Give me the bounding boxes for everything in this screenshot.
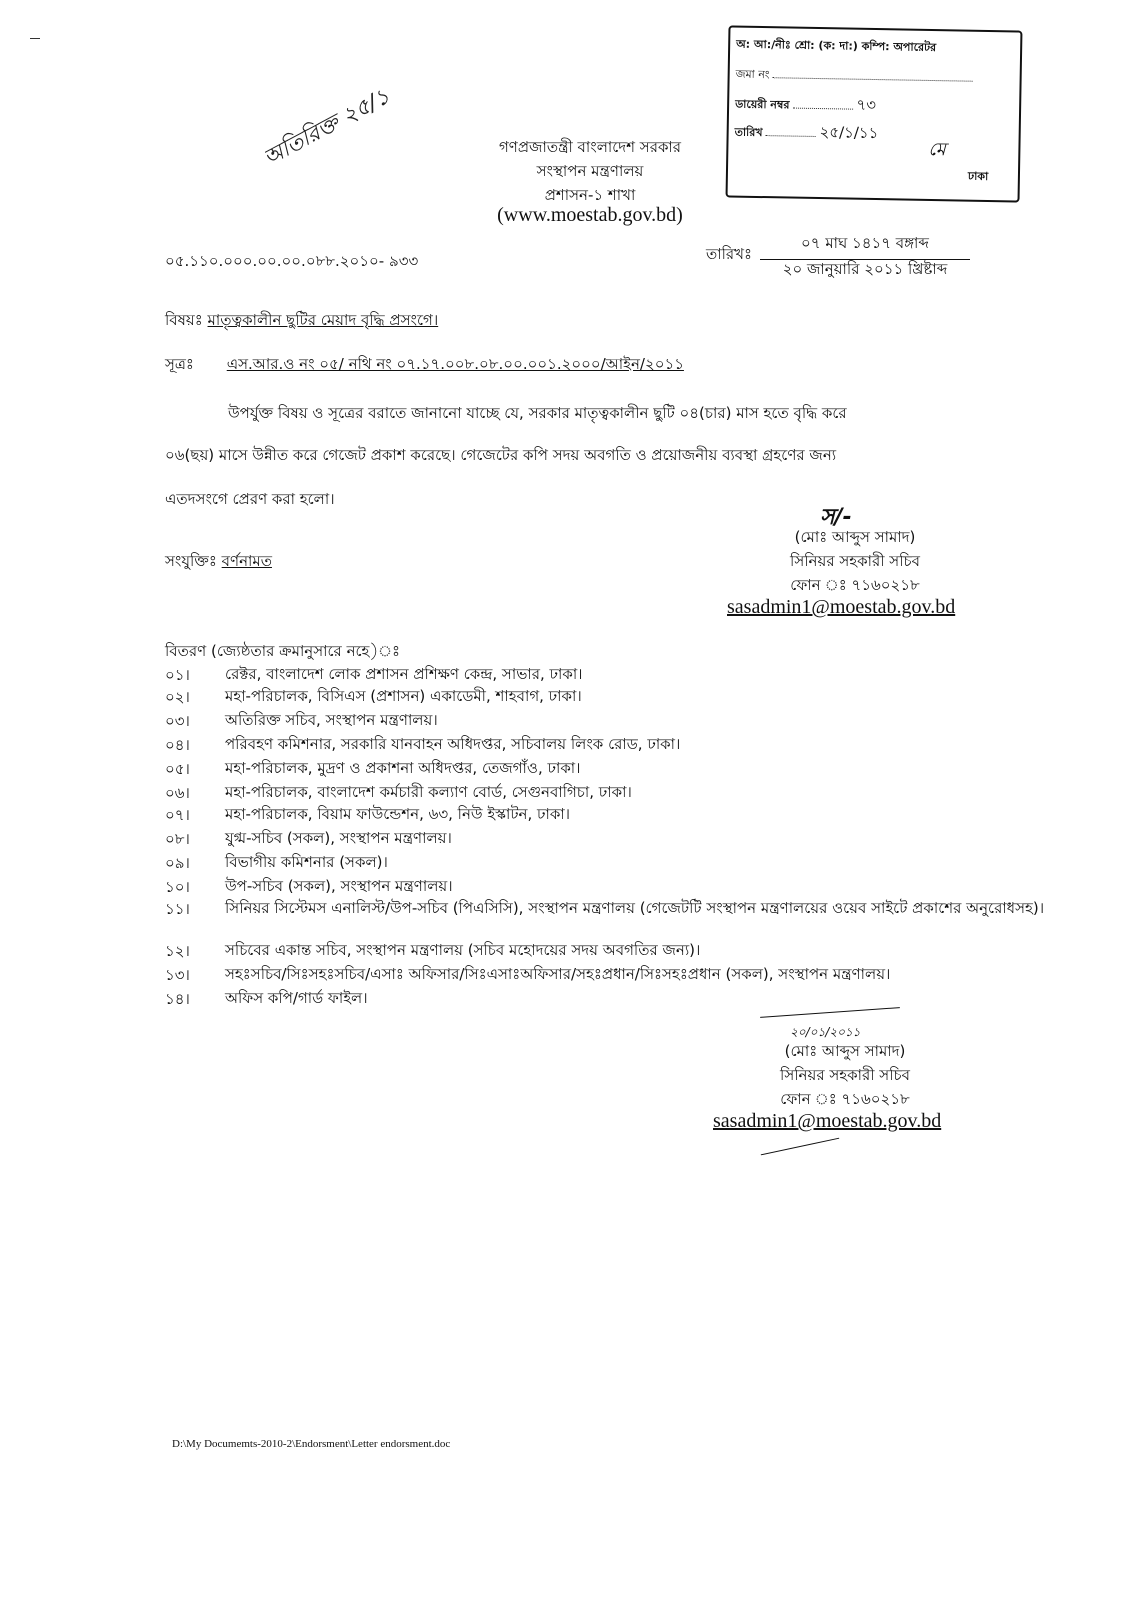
distribution-item-number: ০৫। xyxy=(165,760,190,778)
stamp-place: ঢাকা xyxy=(967,169,989,184)
body-line3: এতদসংগে প্রেরণ করা হলো। xyxy=(165,490,335,508)
header-website: (www.moestab.gov.bd) xyxy=(497,204,683,226)
distribution-item-number: ০৮। xyxy=(165,830,190,848)
signature2-date-mark: ২০/০১/২০১১ xyxy=(790,1025,861,1039)
distribution-item-number: ০২। xyxy=(165,688,190,706)
distribution-item-text: সচিবের একান্ত সচিব, সংস্থাপন মন্ত্রণালয় (সচিব মহোদয়ের সদয় অবগতির জন্য)। xyxy=(225,941,701,959)
stamp-line4-dots xyxy=(766,135,816,137)
distribution-item-text: যুগ্ম-সচিব (সকল), সংস্থাপন মন্ত্রণালয়। xyxy=(225,829,452,847)
signature1-email[interactable]: sasadmin1@moestab.gov.bd xyxy=(727,596,956,618)
subject-line xyxy=(165,309,438,334)
body-line1: উপর্যুক্ত বিষয় ও সূত্রের বরাতে জানানো যাচ্ছে যে, সরকার মাতৃত্বকালীন ছুটি ০৪(চার) মাস হতে বৃদ্ধি করে xyxy=(228,404,847,422)
distribution-item-number: ০৭। xyxy=(165,806,190,824)
attachment-line xyxy=(165,550,272,575)
distribution-item-text: অফিস কপি/গার্ড ফাইল। xyxy=(225,989,368,1007)
signature1-mark: স/- xyxy=(820,505,852,530)
distribution-item-text: অতিরিক্ত সচিব, সংস্থাপন মন্ত্রণালয়। xyxy=(225,711,438,729)
date-bangla: ০৭ মাঘ ১৪১৭ বঙ্গাব্দ xyxy=(760,232,970,260)
subject-text: মাতৃত্বকালীন ছুটির মেয়াদ বৃদ্ধি প্রসংগে। xyxy=(207,311,439,329)
stamp-diary-number: ৭৩ xyxy=(856,95,877,115)
distribution-item-text: মহা-পরিচালক, বিসিএস (প্রশাসন) একাডেমী, শাহবাগ, ঢাকা। xyxy=(225,687,582,705)
distribution-item-text: সহঃসচিব/সিঃসহঃসচিব/এসাঃ অফিসার/সিঃএসাঃঅফিসার/সহঃপ্রধান/সিঃসহঃপ্রধান (সকল), সংস্থাপন মন্ত্রণালয়। xyxy=(225,965,891,983)
signature2-email[interactable]: sasadmin1@moestab.gov.bd xyxy=(713,1110,942,1132)
signature2-designation: সিনিয়র সহকারী সচিব xyxy=(780,1066,910,1084)
distribution-item-number: ০১। xyxy=(165,666,190,684)
stamp-line2-dots xyxy=(773,77,973,81)
header-govt: গণপ্রজাতন্ত্রী বাংলাদেশ সরকার xyxy=(498,138,682,156)
distribution-item-number: ০৪। xyxy=(165,736,190,754)
header-ministry: সংস্থাপন মন্ত্রণালয় xyxy=(536,162,644,180)
signature2-name: (মোঃ আব্দুস সামাদ) xyxy=(784,1042,906,1060)
stamp-line4-label: তারিখ xyxy=(734,125,763,140)
distribution-item-text: উপ-সচিব (সকল), সংস্থাপন মন্ত্রণালয়। xyxy=(225,877,453,895)
stamp-date-value: ২৫/১/১১ xyxy=(819,123,879,143)
signature1-designation: সিনিয়র সহকারী সচিব xyxy=(790,552,920,570)
handwritten-note xyxy=(257,80,397,178)
signature2-phone: ফোন ঃ ৭১৬০২১৮ xyxy=(780,1090,910,1108)
distribution-item-text: মহা-পরিচালক, বাংলাদেশ কর্মচারী কল্যাণ বোর্ড, সেগুনবাগিচা, ঢাকা। xyxy=(225,783,632,801)
stamp-line1: অ: আ:/নীঃ শ্রো: (ক: দা:) কম্পি: অপারেটর xyxy=(736,37,937,55)
stamp-initial: মে xyxy=(928,138,946,161)
memo-number: ০৫.১১০.০০০.০০.০০.০৮৮.২০১০- ৯৩৩ xyxy=(165,252,419,270)
distribution-item-number: ১৩। xyxy=(165,966,190,984)
reference-text: এস.আর.ও নং ০৫/ নথি নং ০৭.১৭.০০৮.০৮.০০.০০১.২০০০/আইন/২০১১ xyxy=(226,355,684,373)
distribution-item-number: ০৯। xyxy=(165,854,190,872)
reference-line xyxy=(165,353,684,378)
date-english: ২০ জানুয়ারি ২০১১ খ্রিষ্টাব্দ xyxy=(782,260,948,278)
distribution-item-text: বিভাগীয় কমিশনার (সকল)। xyxy=(225,853,388,871)
signature2-underline xyxy=(761,1138,839,1156)
body-line2: ০৬(ছয়) মাসে উন্নীত করে গেজেট প্রকাশ করেছে। গেজেটের কপি সদয় অবগতি ও প্রয়োজনীয় ব্যবস্থা গ্রহণের জন্য xyxy=(165,446,837,464)
distribution-item-text: রেক্টর, বাংলাদেশ লোক প্রশাসন প্রশিক্ষণ কেন্দ্র, সাভার, ঢাকা। xyxy=(225,665,583,683)
stamp-line3 xyxy=(735,92,876,119)
stamp-line3-dots xyxy=(793,108,853,110)
subject-label: বিষয়ঃ xyxy=(165,311,203,329)
date-label: তারিখঃ xyxy=(706,245,752,263)
signature1-name: (মোঃ আব্দুস সামাদ) xyxy=(794,528,916,546)
header-section: প্রশাসন-১ শাখা xyxy=(544,186,636,204)
distribution-item-text: পরিবহণ কমিশনার, সরকারি যানবাহন অধিদপ্তর, সচিবালয় লিংক রোড, ঢাকা। xyxy=(225,735,681,753)
distribution-list xyxy=(165,664,1065,1024)
page-mark xyxy=(30,38,40,39)
attachment-label: সংযুক্তিঃ xyxy=(165,552,217,570)
distribution-item-number: ১৪। xyxy=(165,990,190,1008)
distribution-item-text: মহা-পরিচালক, বিয়াম ফাউন্ডেশন, ৬৩, নিউ ইস্কাটন, ঢাকা। xyxy=(225,805,571,823)
stamp-line2 xyxy=(735,66,973,89)
stamp-line2-label: জমা নং xyxy=(735,67,770,82)
distribution-item-number: ১০। xyxy=(165,878,190,896)
reference-label: সূত্রঃ xyxy=(165,355,194,373)
handwritten-note-text: অতিরিক্ত ২৫/১ xyxy=(259,83,395,172)
distribution-item-text: সিনিয়র সিস্টেমস এনালিস্ট/উপ-সচিব (পিএসিসি), সংস্থাপন মন্ত্রণালয় (গেজেটটি সংস্থাপন মন্ত্রণালয়ের ওয়েব সাইটে প্রকাশের অনুরোধসহ)। xyxy=(225,899,1045,917)
footer-file-path: D:\My Documemts-2010-2\Endorsment\Letter endorsment.doc xyxy=(172,1438,451,1450)
distribution-item-number: ১২। xyxy=(165,942,190,960)
attachment-text: বর্ণনামত xyxy=(221,552,272,570)
receipt-stamp xyxy=(726,25,1023,202)
distribution-item-number: ০৩। xyxy=(165,712,190,730)
stamp-line4 xyxy=(734,120,878,148)
signature1-phone: ফোন ঃ ৭১৬০২১৮ xyxy=(790,576,920,594)
distribution-item-text: মহা-পরিচালক, মুদ্রণ ও প্রকাশনা অধিদপ্তর, তেজগাঁও, ঢাকা। xyxy=(225,759,581,777)
distribution-title: বিতরণ (জ্যেষ্ঠতার ক্রমানুসারে নহে)ঃ xyxy=(165,642,401,660)
stamp-line3-label: ডায়েরী নম্বর xyxy=(735,97,790,112)
distribution-item-number: ০৬। xyxy=(165,784,190,802)
distribution-item-number: ১১। xyxy=(165,900,190,918)
